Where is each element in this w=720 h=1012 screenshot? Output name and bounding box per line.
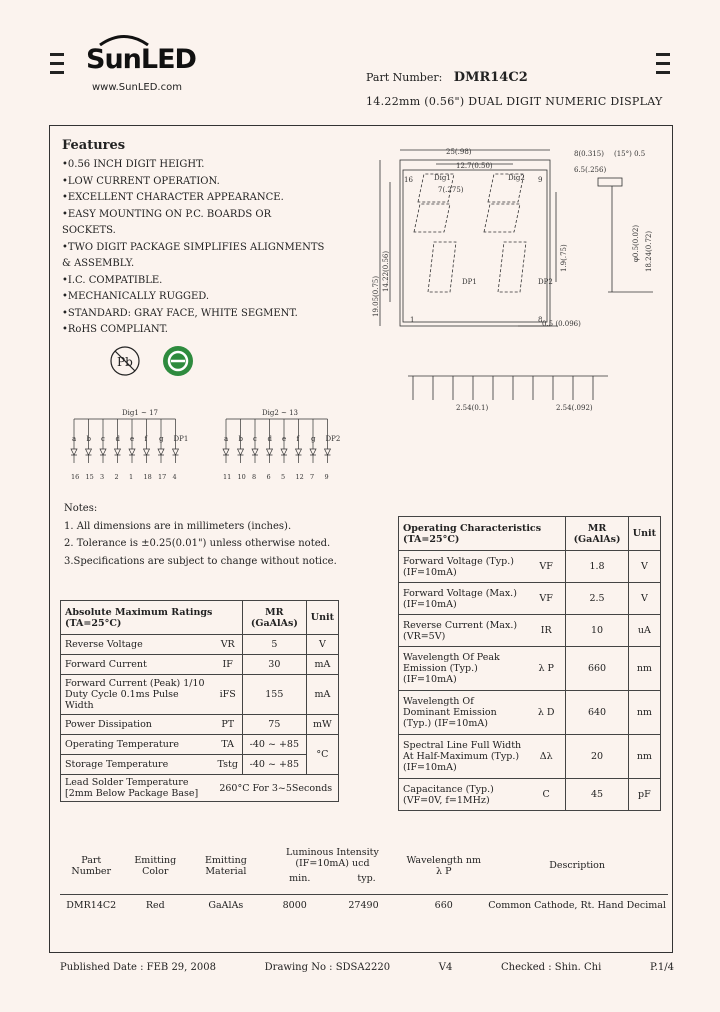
- part-number-value: DMR14C2: [453, 70, 528, 85]
- dim-side-depth: 8(0.315): [574, 150, 604, 158]
- dim-pin-span-left: 2.54(0.1): [456, 404, 489, 412]
- dig1-segment-label: e: [130, 435, 135, 443]
- feature-item: • I.C. COMPATIBLE.: [62, 273, 327, 290]
- op-char-col-mr: MR (GaAlAs): [566, 517, 628, 551]
- dim-height-digit: 14.22(0.56): [382, 250, 390, 292]
- feature-item: • TWO DIGIT PACKAGE SIMPLIFIES ALIGNMENTS & ASSEMBLY.: [62, 240, 327, 273]
- feature-item: • STANDARD: GRAY FACE, WHITE SEGMENT.: [62, 306, 327, 323]
- footer-drawing: Drawing No : SDSA2220: [264, 962, 391, 973]
- col-typ: typ.: [357, 873, 376, 885]
- dig1-pin-label: 16: [71, 473, 80, 481]
- table-row: Forward Voltage (Typ.) (IF=10mA) VF 1.8 V: [399, 551, 661, 583]
- dig1-pin-label: 15: [85, 473, 94, 481]
- table-row: Forward Voltage (Max.) (IF=10mA) VF 2.5 V: [399, 583, 661, 615]
- op-char-col-unit: Unit: [628, 517, 660, 551]
- dim-height-total: 19.05(0.75): [372, 275, 380, 317]
- dig2-pin-label: 11: [223, 473, 232, 481]
- table-row: Lead Solder Temperature [2mm Below Package Base] 260°C For 3~5Seconds: [61, 775, 339, 802]
- dig2-pin-label: 8: [252, 473, 257, 481]
- feature-item: • MECHANICALLY RUGGED.: [62, 289, 327, 306]
- dig1-segment-label: f: [144, 435, 148, 443]
- note-item: 1. All dimensions are in millimeters (inches).: [64, 520, 292, 532]
- dig2-pin-label: 6: [266, 473, 271, 481]
- dig2-segment-label: b: [238, 435, 243, 443]
- table-row: Power Dissipation PT 75 mW: [61, 715, 339, 735]
- rohs-e-icon: [163, 346, 193, 376]
- table-row: Forward Current IF 30 mA: [61, 655, 339, 675]
- pin-label-9: 9: [538, 176, 543, 184]
- col-wavelength: Wavelength nm λ P: [401, 838, 486, 894]
- col-luminous-intensity: Luminous Intensity (IF=10mA) ucd min. typ.: [264, 838, 402, 894]
- table-row: Wavelength Of Peak Emission (Typ.) (IF=10mA) λ P 660 nm: [399, 647, 661, 691]
- dig2-segment-label: a: [224, 435, 229, 443]
- dig2-segment-label: DP2: [325, 435, 341, 443]
- label-dp1: DP1: [462, 278, 477, 286]
- dig1-segment-label: c: [101, 435, 105, 443]
- dim-digit-width: 7(.275): [438, 186, 464, 194]
- dig2-pin-label: 12: [295, 473, 304, 481]
- part-number-line: [366, 70, 528, 85]
- pin-label-16: 16: [404, 176, 413, 184]
- abs-max-col-unit: Unit: [306, 601, 338, 635]
- footer-published: Published Date : FEB 29, 2008: [60, 962, 216, 973]
- feature-item: • RoHS COMPLIANT.: [62, 322, 327, 339]
- col-emitting-color: Emitting Color: [123, 838, 189, 894]
- col-part-number: Part Number: [60, 838, 123, 894]
- product-subtitle: 14.22mm (0.56") DUAL DIGIT NUMERIC DISPLAY: [366, 95, 663, 108]
- dig2-segment-label: d: [267, 435, 272, 443]
- dig1-segment-label: b: [86, 435, 91, 443]
- feature-item: • LOW CURRENT OPERATION.: [62, 174, 327, 191]
- label-dp2: DP2: [538, 278, 553, 286]
- brand-bar-left-2: [50, 62, 64, 65]
- dig2-common-label: Dig2 ~ 13: [262, 409, 299, 417]
- brand-bar-right-2: [656, 62, 670, 65]
- col-emitting-material: Emitting Material: [188, 838, 264, 894]
- dim-side-angle: (15°) 0.5: [614, 150, 646, 158]
- table-row: Storage Temperature Tstg -40 ~ +85: [61, 755, 339, 775]
- table-row: DMR14C2 Red GaAlAs 8000 27490 660 Common Cathode, Rt. Hand Decimal: [66, 899, 666, 911]
- package-dimension-drawing: [368, 142, 668, 422]
- dig1-segment-label: DP1: [173, 435, 189, 443]
- dig1-pin-label: 1: [129, 473, 134, 481]
- pin-label-1: 1: [410, 316, 415, 324]
- feature-item: • 0.56 INCH DIGIT HEIGHT.: [62, 157, 327, 174]
- features-list: [62, 157, 327, 339]
- dig1-common-label: Dig1 ~ 17: [122, 409, 159, 417]
- dim-pin-len: 18.24(0.72): [645, 230, 653, 272]
- table-row: Reverse Current (Max.) (VR=5V) IR 10 uA: [399, 615, 661, 647]
- dig1-pin-label: 17: [158, 473, 167, 481]
- col-min: min.: [289, 873, 311, 885]
- footer-checked: Checked : Shin. Chi: [501, 962, 602, 973]
- footer-page: P.1/4: [650, 962, 674, 973]
- feature-item: • EASY MOUNTING ON P.C. BOARDS OR SOCKETS.: [62, 207, 327, 240]
- brand-bar-left-1: [50, 53, 64, 56]
- dim-top-total: 25(.98): [446, 148, 472, 156]
- table-row: Capacitance (Typ.) (VF=0V, f=1MHz) C 45 pF: [399, 779, 661, 811]
- brand-bar-right-3: [656, 71, 670, 74]
- dig2-pin-label: 7: [310, 473, 315, 481]
- dim-right-height: 1.9(.75): [560, 244, 568, 272]
- abs-max-col-mr: MR (GaAlAs): [242, 601, 306, 635]
- dim-pin-dia: φ0.5(0.02): [632, 224, 640, 262]
- dim-pin-span-right: 2.54(.092): [556, 404, 593, 412]
- pin-row-drawing: [408, 376, 608, 400]
- abs-max-title: Absolute Maximum Ratings (TA=25°C): [61, 601, 243, 635]
- notes-block: [64, 500, 337, 570]
- dig1-segment-label: d: [115, 435, 120, 443]
- dig2-pin-label: 9: [324, 473, 329, 481]
- svg-text:Pb: Pb: [117, 355, 133, 369]
- part-number-label: Part Number:: [366, 71, 443, 84]
- brand-logo: SunLED: [86, 44, 196, 75]
- dig1-pin-label: 3: [100, 473, 105, 481]
- pb-free-icon: [111, 347, 139, 375]
- brand-bar-right-1: [656, 53, 670, 56]
- table-row: Spectral Line Full Width At Half-Maximum (Typ.) (IF=10mA) Δλ 20 nm: [399, 735, 661, 779]
- table-row: Operating Temperature TA -40 ~ +85 °C: [61, 735, 339, 755]
- brand-url: www.SunLED.com: [92, 82, 182, 93]
- table-row: Wavelength Of Dominant Emission (Typ.) (IF=10mA) λ D 640 nm: [399, 691, 661, 735]
- dig2-segment-label: c: [253, 435, 257, 443]
- table-row: Reverse Voltage VR 5 V: [61, 635, 339, 655]
- dig1-segment-label: g: [159, 435, 164, 443]
- label-dig2: Dig2: [508, 174, 525, 182]
- table-row: Forward Current (Peak) 1/10 Duty Cycle 0.1ms Pulse Width iFS 155 mA: [61, 675, 339, 715]
- dig2-pin-label: 5: [281, 473, 286, 481]
- footer-version: V4: [438, 962, 453, 973]
- op-char-title: Operating Characteristics (TA=25°C): [399, 517, 566, 551]
- dig2-segment-label: g: [311, 435, 316, 443]
- note-item: 2. Tolerance is ±0.25(0.01") unless otherwise noted.: [64, 538, 331, 549]
- col-description: Description: [486, 838, 668, 894]
- dig2-segment-label: e: [282, 435, 287, 443]
- absolute-max-ratings-table: [60, 600, 339, 802]
- pin-label-8: 8: [538, 316, 543, 324]
- dig1-segment-label: a: [72, 435, 77, 443]
- dim-side-thick: 6.5(.256): [574, 166, 607, 174]
- dig1-pin-label: 4: [172, 473, 177, 481]
- dim-pin-pitch-bottom: 0.5 (0.096): [542, 320, 581, 328]
- notes-title: Notes:: [64, 503, 98, 514]
- dim-top-pitch: 12.7(0.50): [456, 162, 493, 170]
- circuit-schematic: [62, 405, 362, 485]
- label-dig1: Dig1: [434, 174, 451, 182]
- note-item: 3.Specifications are subject to change without notice.: [64, 555, 337, 567]
- selection-guide-table: [60, 838, 668, 916]
- feature-item: • EXCELLENT CHARACTER APPEARANCE.: [62, 190, 327, 207]
- compliance-icons: [108, 344, 198, 378]
- features-title: Features: [62, 138, 126, 153]
- document-footer: [60, 962, 674, 973]
- dig2-segment-label: f: [296, 435, 300, 443]
- dig2-pin-label: 10: [237, 473, 246, 481]
- dig1-pin-label: 2: [114, 473, 119, 481]
- dig1-pin-label: 18: [143, 473, 152, 481]
- brand-bar-left-3: [50, 71, 64, 74]
- operating-characteristics-table: [398, 516, 661, 811]
